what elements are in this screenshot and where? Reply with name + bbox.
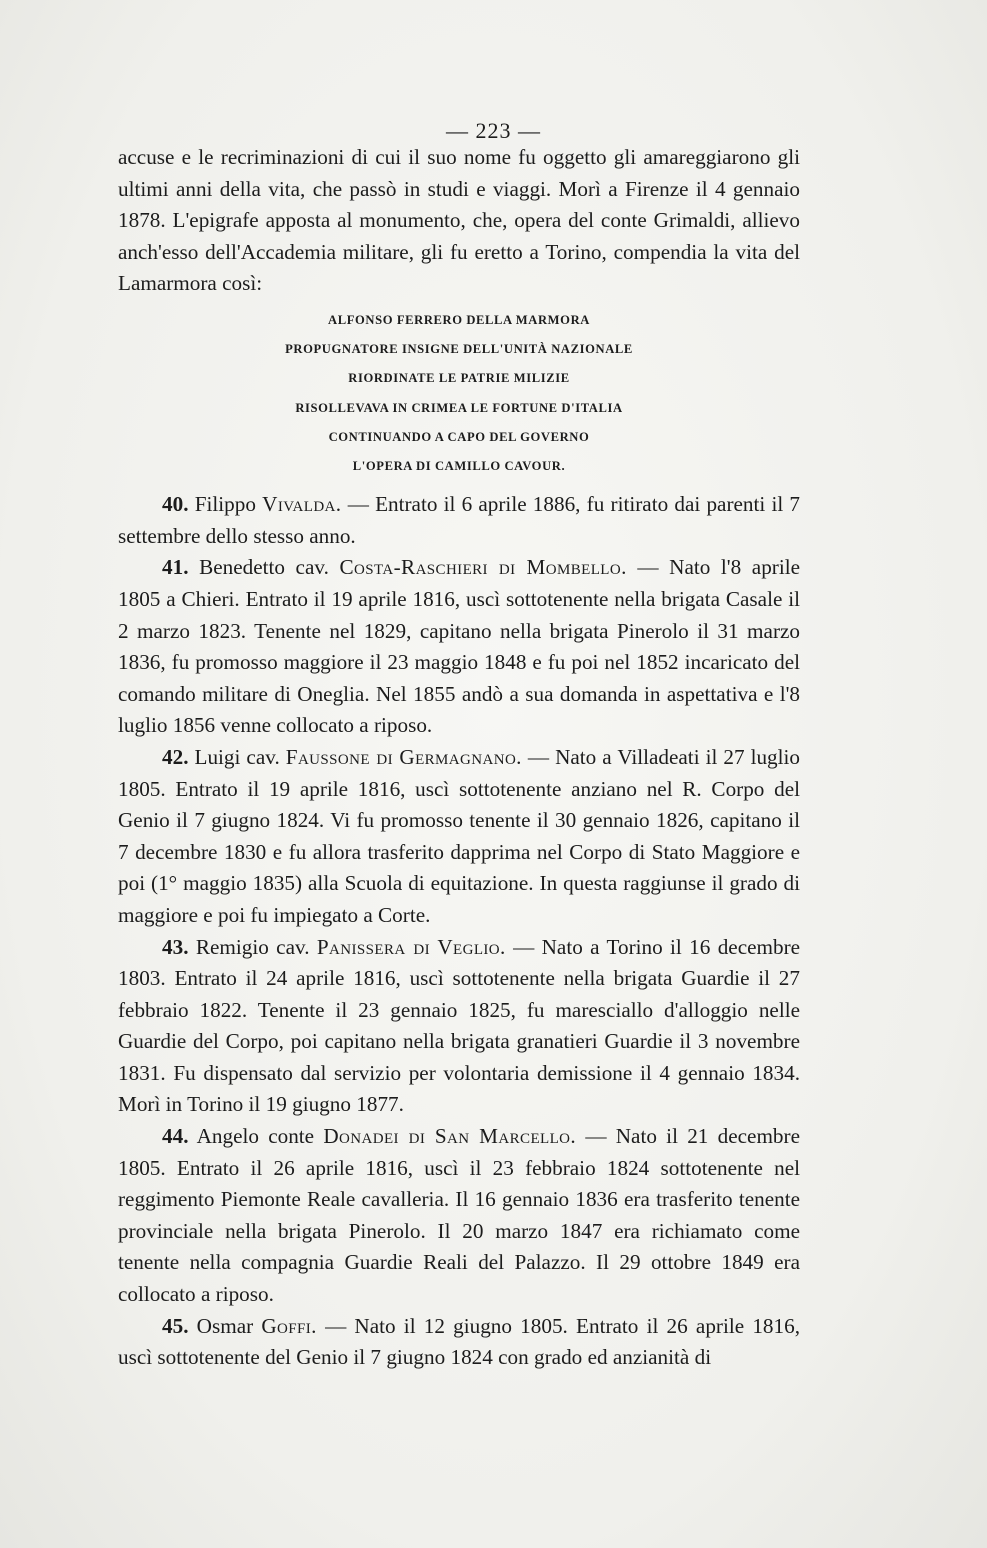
entry-text: — Nato l'8 aprile 1805 a Chieri. Entrato il 19 aprile 1816, uscì sottotenente nella brigata Casale il 2 marzo 1823. Tenente nel 1829, capitano nella brigata Pinerolo il 31 marzo 1836, fu promosso maggiore il 23 maggio 1848 e fu poi nel 1852 incaricato del comando militare di Oneglia. Nel 1855 andò a sua domanda in aspettativa e l'8 luglio 1856 venne collocato a riposo. [118, 555, 801, 738]
entry-number: 43. [162, 934, 189, 959]
entry-text: — Nato a Torino il 16 decembre 1803. Entrato il 24 aprile 1816, uscì sottotenente nella brigata Guardie il 27 febbraio 1822. Tenente il 23 gennaio 1825, fu maresciallo d'alloggio nelle Guardie del Corpo, poi capitano nella brigata granatieri Guardie il 3 novembre 1831. Fu dispensato dal servizio per volontaria demissione il 4 gennaio 1834. Morì in Torino il 19 giugno 1877. [118, 934, 801, 1117]
entry-text: — Entrato il 6 aprile 1886, fu ritirato dai parenti il 7 settembre dello stesso anno. [118, 492, 801, 548]
epigraph-line: L'OPERA DI CAMILLO CAVOUR. [352, 458, 566, 473]
body-text [118, 142, 800, 1374]
epigraph [118, 306, 800, 481]
intro-paragraph: accuse e le recriminazioni di cui il suo nome fu oggetto gli amareggiarono gli ultimi anni della vita, che passò in studi e viaggi. Morì a Firenze il 4 gennaio 1878. L'epigrafe apposta al monumento, che, opera del conte Grimaldi, allievo anch'esso dell'Accademia militare, gli fu eretto a Torino, compendia la vita del Lamarmora così: [118, 145, 800, 296]
entry-surname: Faussone di Germagnano. [285, 744, 522, 769]
entry-given-name: Angelo conte [196, 1124, 315, 1149]
epigraph-line: RISOLLEVAVA IN CRIMEA LE FORTUNE D'ITALIA [295, 400, 623, 415]
page-number: — 223 — [446, 118, 541, 143]
entry-surname: Vivalda. [262, 492, 342, 517]
epigraph-line: PROPUGNATORE INSIGNE DELL'UNITÀ NAZIONALE [285, 342, 633, 357]
entry-given-name: Benedetto cav. [199, 555, 329, 580]
entry-number: 45. [162, 1313, 189, 1338]
epigraph-line: ALFONSO FERRERO DELLA MARMORA [328, 312, 590, 327]
entry-41 [118, 552, 800, 742]
entry-surname: Panissera di Veglio. [316, 934, 506, 959]
entry-44 [118, 1121, 800, 1311]
entry-given-name: Luigi cav. [194, 744, 280, 769]
entry-text: — Nato il 12 giugno 1805. Entrato il 26 aprile 1816, uscì sottotenente del Genio il 7 giugno 1824 con grado ed anzianità di [118, 1313, 800, 1370]
entry-text: — Nato a Villadeati il 27 luglio 1805. Entrato il 19 aprile 1816, uscì sottotenente anziano nel R. Corpo del Genio il 7 giugno 1824. Vi fu promosso tenente il 30 gennaio 1826, capitano il 7 decembre 1830 e fu allora trasferito dapprima nel Corpo di Stato Maggiore e poi (1° maggio 1835) alla Scuola di equitazione. In questa raggiunse il grado di maggiore e poi fu impiegato a Corte. [118, 744, 801, 927]
entry-text: — Nato il 21 decembre 1805. Entrato il 26 aprile 1816, uscì il 23 febbraio 1824 sottotenente nel reggimento Piemonte Reale cavalleria. Il 16 gennaio 1836 era trasferito tenente provinciale nella brigata Pinerolo. Il 20 marzo 1847 era richiamato come tenente nella compagnia Guardie Reali del Palazzo. Il 29 ottobre 1849 era collocato a riposo. [118, 1124, 800, 1307]
entry-42 [118, 742, 800, 932]
entry-given-name: Osmar [196, 1313, 254, 1338]
epigraph-line: CONTINUANDO A CAPO DEL GOVERNO [328, 429, 590, 444]
entry-surname: Costa-Raschieri di Mombello. [339, 555, 627, 580]
entry-40 [118, 489, 800, 552]
entry-given-name: Filippo [194, 492, 256, 517]
entry-number: 44. [162, 1124, 189, 1149]
entry-45 [118, 1311, 800, 1374]
entry-surname: Goffi. [261, 1313, 317, 1338]
entry-surname: Donadei di San Marcello. [323, 1124, 577, 1149]
entry-number: 42. [162, 744, 189, 769]
entry-number: 41. [162, 555, 189, 580]
entry-number: 40. [162, 492, 189, 517]
entry-given-name: Remigio cav. [195, 934, 310, 959]
epigraph-line: RIORDINATE LE PATRIE MILIZIE [348, 371, 570, 386]
entry-43 [118, 932, 800, 1122]
